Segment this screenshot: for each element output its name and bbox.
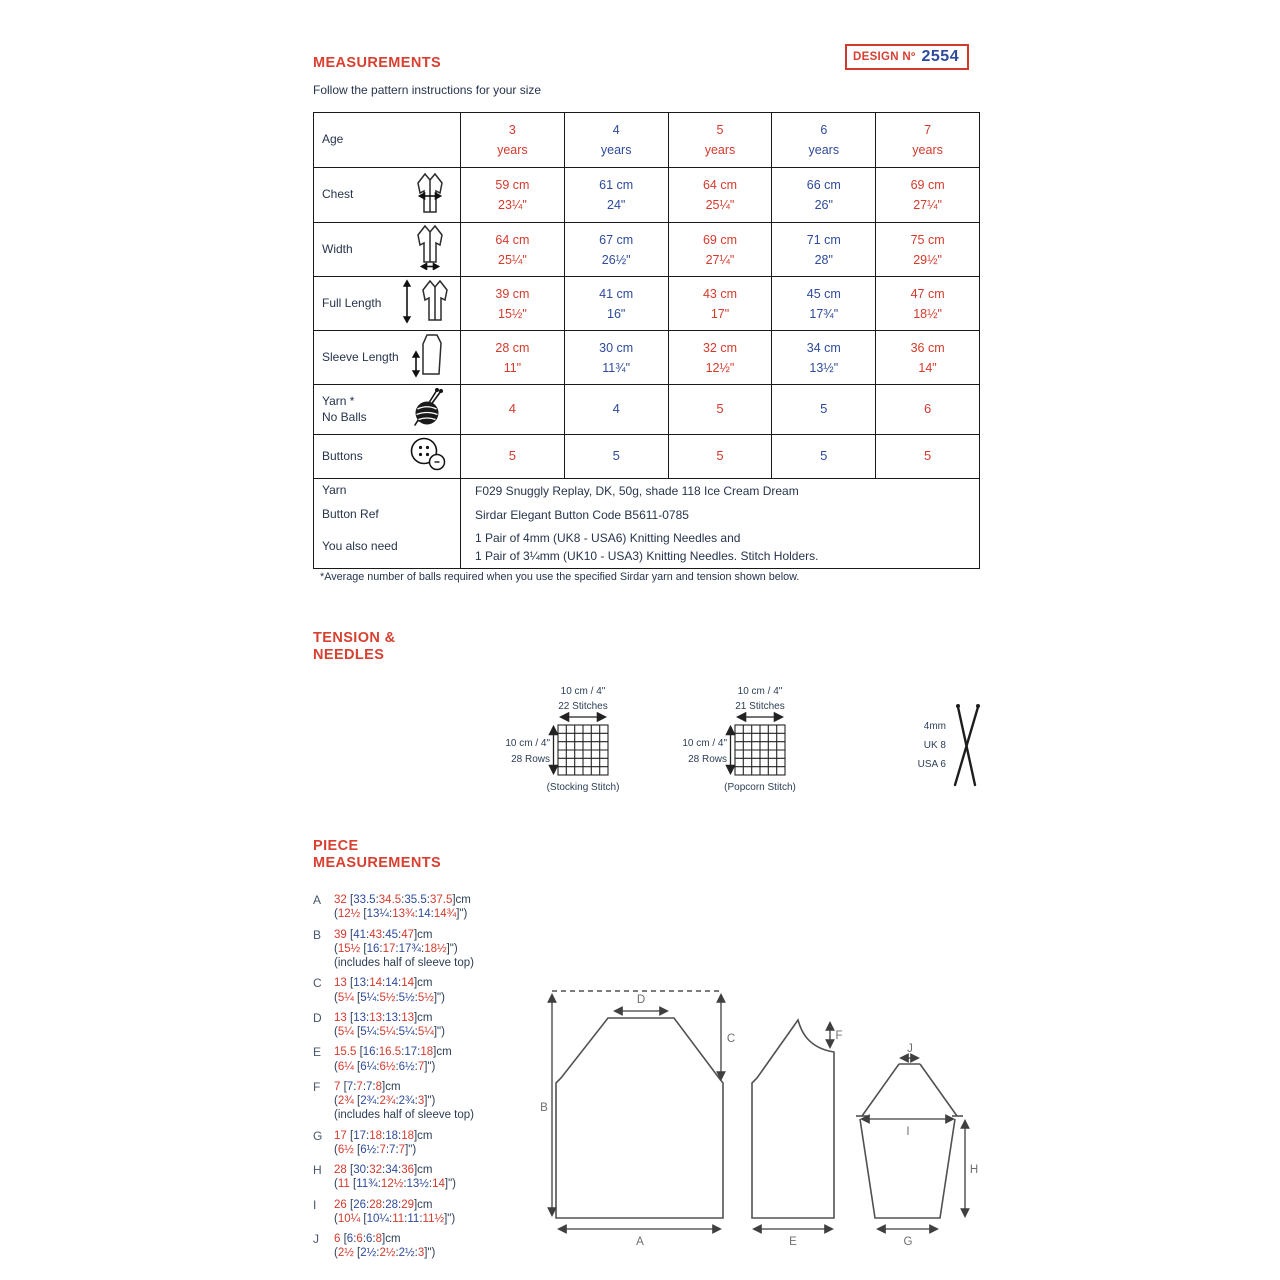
hem-width-icon [410,224,450,270]
age-value: 6 years [772,113,876,168]
measurement-value: 69 cm 27¼" [876,168,980,223]
piece-inch-line: (12½ [13¼:13¾:14:14¾]") [334,908,468,921]
piece-cm-line: 28 [30:32:34:36]cm [334,1164,433,1176]
piece-heading-line1: PIECE [313,838,359,854]
piece-measurement-B [313,928,553,971]
piece-cm-line: 15.5 [16:16.5:17:18]cm [334,1046,452,1059]
piece-cm-line: 6 [6:6:6:8]cm [334,1233,401,1245]
table-info-row [314,527,980,569]
age-value: 7 years [876,113,980,168]
piece-letter: C [313,976,322,991]
tension-swatch-popcorn [647,678,825,798]
table-row-chest-width [314,168,980,223]
row-label-age [314,113,461,168]
diagram-label-G: G [903,1236,913,1248]
diagram-label-B: B [540,1102,548,1114]
info-value: Sirdar Elegant Button Code B5611-0785 [461,503,980,527]
piece-letter: F [313,1079,321,1094]
needle-knob [956,704,960,708]
measurements-table [313,112,980,569]
swatch-height-label: 10 cm / 4" [682,738,727,749]
piece-inch-line: (6¼ [6¼:6½:6½:7]") [334,1060,436,1073]
piece-inch-line: (2½ [2½:2½:2½:3]") [334,1247,436,1260]
measurement-value: 5 [876,435,980,479]
needle-size-uk: UK 8 [923,740,946,751]
measurement-value: 75 cm 29½" [876,223,980,277]
piece-letter: I [313,1197,317,1212]
piece-letter: H [313,1163,322,1177]
diagram-label-E: E [789,1236,797,1248]
row-icon-wrap [410,224,450,275]
piece-note: (includes half of sleeve top) [334,957,474,969]
age-value: 3 years [461,113,565,168]
measurement-value: 5 [772,435,876,479]
needle-knob [976,704,980,708]
piece-letter: G [313,1128,323,1143]
sleeve-length-icon [410,332,450,378]
row-label-text: Full Length [322,295,382,310]
diagram-label-I: I [906,1126,910,1138]
needle-size-block [898,700,990,792]
measurement-value: 32 cm 12½" [668,331,772,385]
piece-inch-line: (11 [11¾:12½:13½:14]") [334,1178,457,1191]
tension-heading-line1: TENSION & [313,630,396,646]
piece-cm-line: 7 [7:7:7:8]cm [334,1080,401,1093]
piece-measurement-E [313,1045,553,1074]
measurement-value: 47 cm 18½" [876,277,980,331]
info-value: F029 Snuggly Replay, DK, 50g, shade 118 Ice Cream Dream [461,479,980,503]
info-label: Yarn [314,479,461,503]
diagram-label-D: D [636,994,646,1006]
swatch-rows-label: 28 Rows [511,754,550,765]
row-icon-wrap [410,332,450,383]
piece-inch-line: (10¼ [10¼:11:11:11½]") [334,1212,456,1225]
table-row-yarn-ball [314,385,980,435]
piece-measurements-list [313,893,553,1267]
row-label-text: Width [322,241,353,256]
table-row-sleeve-length [314,331,980,385]
yarn-ball-icon [406,385,450,429]
measurement-value: 5 [668,385,772,435]
table-row-hem-width [314,223,980,277]
needle-size-mm: 4mm [923,721,946,732]
chest-width-icon [410,171,450,215]
piece-measurements-heading [313,838,441,872]
measurement-value: 43 cm 17" [668,277,772,331]
measurement-value: 64 cm 25¼" [668,168,772,223]
row-icon-wrap [410,171,450,220]
row-label [314,435,461,479]
measurement-value: 4 [461,385,565,435]
diagram-label-A: A [636,1236,644,1248]
tension-swatch-stocking [470,678,648,798]
piece-letter: D [313,1010,322,1025]
measurement-value: 5 [461,435,565,479]
measurement-value: 36 cm 14" [876,331,980,385]
row-label-text: Chest [322,187,354,202]
row-label [314,223,461,277]
buttons-icon [406,436,450,472]
needle-size-usa: USA 6 [917,759,946,770]
table-row-age [314,113,980,168]
table-row-buttons [314,435,980,479]
measurement-value: 71 cm 28" [772,223,876,277]
measurement-value: 28 cm 11" [461,331,565,385]
size-instruction-subtitle: Follow the pattern instructions for your size [313,83,542,97]
crossed-needles-icon [955,707,978,785]
piece-cm-line: 13 [13:14:14:14]cm [334,977,433,990]
piece-heading-line2: MEASUREMENTS [313,855,442,871]
row-label-text: Yarn * No Balls [322,393,367,424]
table-info-row [314,479,980,503]
piece-measurement-D [313,1011,553,1040]
swatch-caption: (Popcorn Stitch) [724,782,796,793]
piece-letter: E [313,1045,322,1060]
tension-heading-line2: NEEDLES [313,647,385,663]
row-label [314,277,461,331]
measurement-value: 61 cm 24" [564,168,668,223]
front-piece-diagram [752,1020,843,1248]
measurement-value: 5 [668,435,772,479]
measurement-value: 64 cm 25¼" [461,223,565,277]
diagram-label-H: H [969,1164,979,1176]
measurement-value: 66 cm 26" [772,168,876,223]
row-label-text: Buttons [322,448,363,463]
row-icon-wrap [406,436,450,477]
balls-footnote: *Average number of balls required when you use the specified Sirdar yarn and tension shown below. [320,571,800,583]
sleeve-diagram [856,1043,978,1248]
measurement-value: 4 [564,385,668,435]
piece-measurement-C [313,976,553,1005]
age-value: 5 years [668,113,772,168]
piece-inch-line: (5¼ [5¼:5¼:5¼:5¼]") [334,1026,445,1038]
measurement-value: 45 cm 17¾" [772,277,876,331]
piece-letter: B [313,927,322,942]
piece-measurement-A [313,893,553,922]
age-label: Age [322,132,344,147]
measurements-heading: MEASUREMENTS [313,55,442,71]
design-number: 2554 [921,48,960,65]
back-piece-diagram [540,991,735,1248]
piece-cm-line: 17 [17:18:18:18]cm [334,1129,433,1142]
measurement-value: 6 [876,385,980,435]
full-length-icon [402,278,450,324]
design-number-box [845,44,969,70]
piece-inch-line: (15½ [16:17:17¾:18½]") [334,942,458,955]
piece-cm-line: 39 [41:43:45:47]cm [334,928,433,941]
piece-diagrams [540,978,992,1270]
table-info-row [314,503,980,527]
piece-inch-line: (5¼ [5¼:5½:5½:5½]") [334,991,445,1004]
measurement-value: 39 cm 15½" [461,277,565,331]
swatch-grid [735,725,785,775]
measurement-value: 69 cm 27¼" [668,223,772,277]
diagram-label-C: C [726,1033,736,1045]
piece-cm-line: 26 [26:28:28:29]cm [334,1198,433,1211]
swatch-width-label: 10 cm / 4" [737,686,783,697]
piece-cm-line: 13 [13:13:13:13]cm [334,1011,433,1024]
info-value: 1 Pair of 4mm (UK8 - USA6) Knitting Needles and 1 Pair of 3¼mm (UK10 - USA3) Knitting Needles. Stitch Holders. [461,527,980,569]
measurement-value: 34 cm 13½" [772,331,876,385]
swatch-caption: (Stocking Stitch) [546,782,620,793]
piece-cm-line: 32 [33.5:34.5:35.5:37.5]cm [334,894,471,906]
piece-letter: J [313,1232,319,1246]
row-label [314,168,461,223]
piece-measurement-I [313,1198,553,1227]
info-label: You also need [314,527,461,569]
row-icon-wrap [402,278,450,329]
swatch-grid [558,725,608,775]
diagram-label-J: J [907,1043,913,1055]
measurement-value: 30 cm 11¾" [564,331,668,385]
piece-measurement-F [313,1080,553,1123]
measurement-value: 59 cm 23¼" [461,168,565,223]
swatch-rows-label: 28 Rows [688,754,727,765]
row-icon-wrap [406,385,450,434]
measurement-value: 5 [772,385,876,435]
age-value: 4 years [564,113,668,168]
swatch-stitches-label: 22 Stitches [558,701,608,712]
piece-measurement-J [313,1232,553,1261]
info-label: Button Ref [314,503,461,527]
row-label-text: Sleeve Length [322,349,399,364]
tension-heading [313,630,396,664]
swatch-width-label: 10 cm / 4" [560,686,606,697]
table-row-full-length [314,277,980,331]
diagram-label-F: F [835,1030,843,1042]
design-label: DESIGN Nº [853,51,916,63]
piece-measurement-H [313,1163,553,1192]
piece-measurement-G [313,1129,553,1158]
row-label [314,385,461,435]
piece-note: (includes half of sleeve top) [334,1109,474,1122]
measurement-value: 41 cm 16" [564,277,668,331]
piece-inch-line: (2¾ [2¾:2¾:2¾:3]") [334,1095,436,1107]
measurement-value: 5 [564,435,668,479]
measurement-value: 67 cm 26½" [564,223,668,277]
piece-inch-line: (6½ [6½:7:7:7]") [334,1143,417,1156]
piece-letter: A [313,893,322,907]
row-label [314,331,461,385]
swatch-height-label: 10 cm / 4" [505,738,550,749]
swatch-stitches-label: 21 Stitches [735,701,785,712]
